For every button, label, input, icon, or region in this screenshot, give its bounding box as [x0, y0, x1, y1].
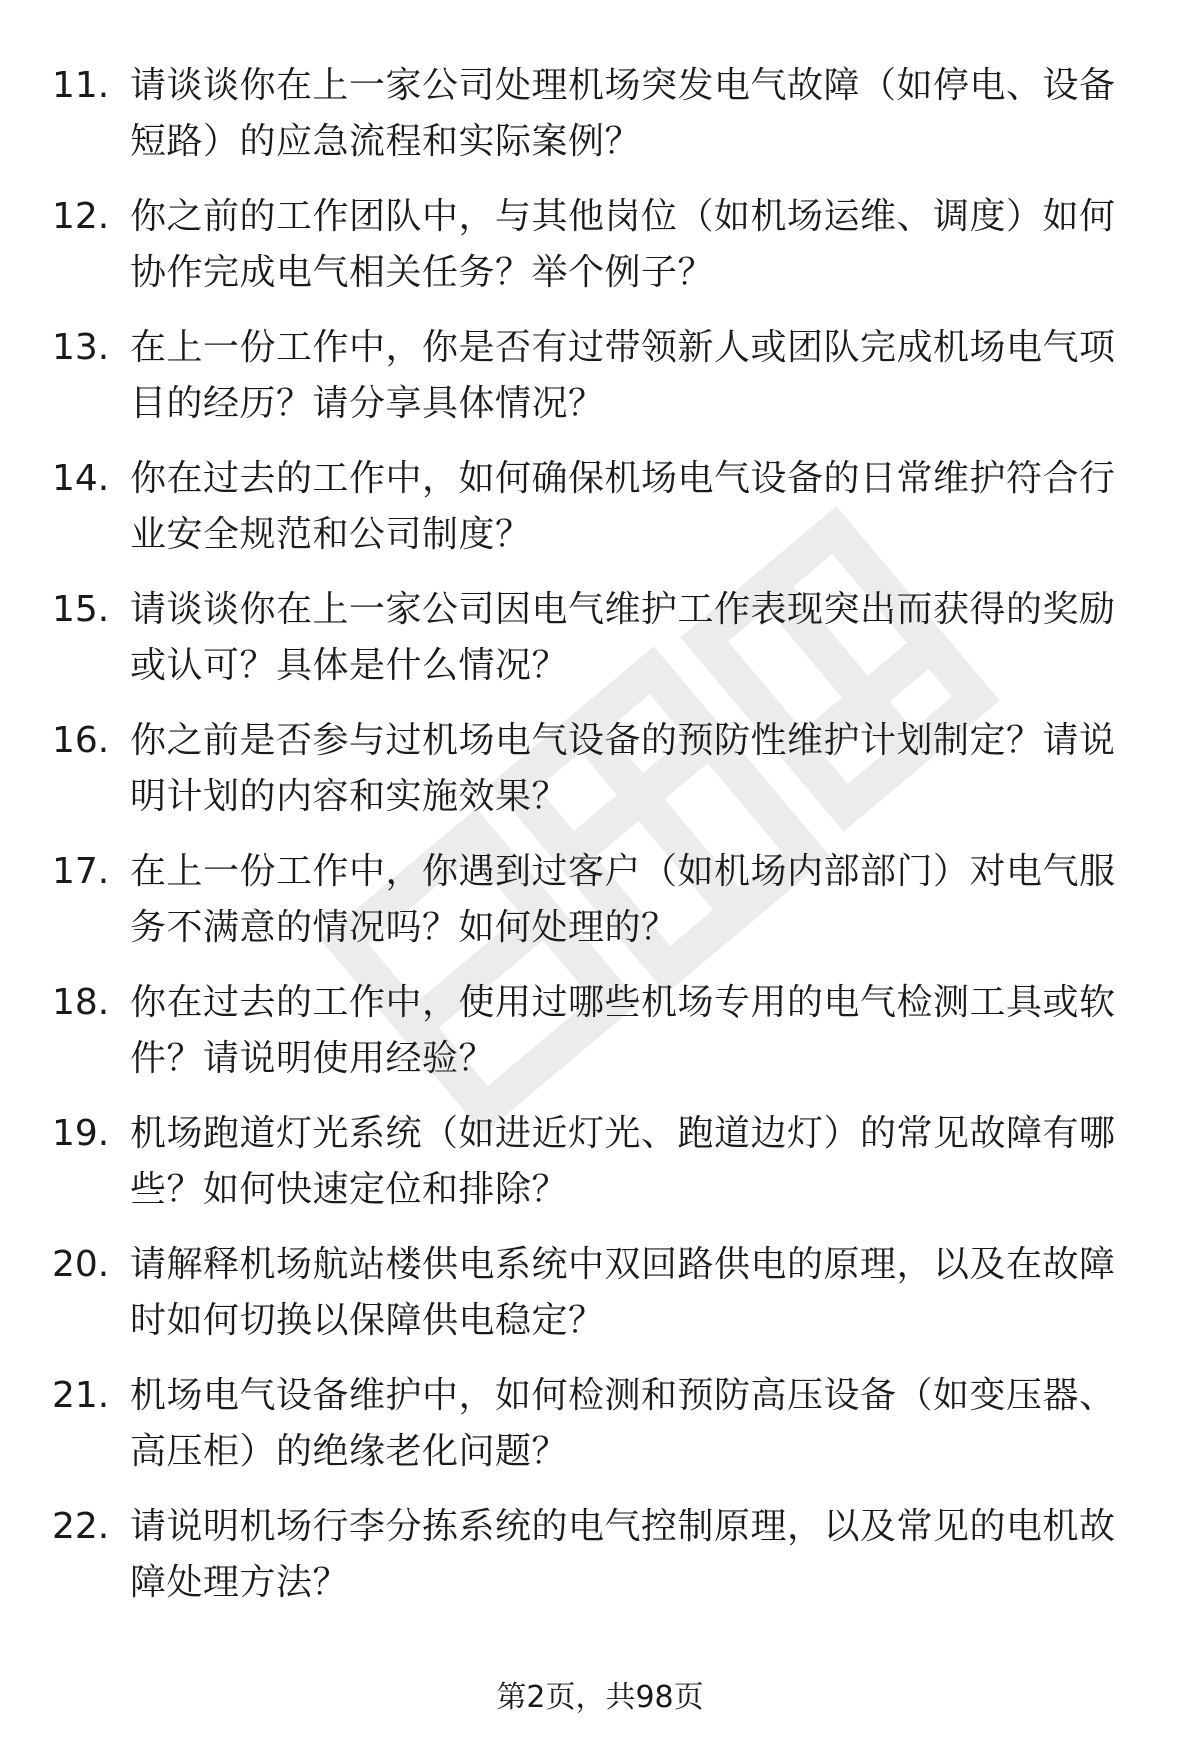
- question-number: 12.: [52, 196, 110, 237]
- list-item: [52, 1499, 1152, 1630]
- question-number: 20.: [52, 1244, 110, 1285]
- question-text: 机场电气设备维护中，如何检测和预防高压设备（如变压器、高压柜）的绝缘老化问题？: [130, 1375, 1116, 1472]
- list-item: [52, 582, 1152, 713]
- question-number: 11.: [52, 65, 110, 106]
- question-number: 19.: [52, 1113, 110, 1154]
- list-item: [52, 58, 1152, 189]
- question-number: 16.: [52, 720, 110, 761]
- list-item: [52, 1106, 1152, 1237]
- question-text: 你之前是否参与过机场电气设备的预防性维护计划制定？请说明计划的内容和实施效果？: [130, 720, 1116, 817]
- question-text: 机场跑道灯光系统（如进近灯光、跑道边灯）的常见故障有哪些？如何快速定位和排除？: [130, 1113, 1116, 1210]
- list-item: [52, 1368, 1152, 1499]
- question-number: 22.: [52, 1506, 110, 1547]
- question-list: [52, 58, 1152, 1630]
- question-text: 你在过去的工作中，如何确保机场电气设备的日常维护符合行业安全规范和公司制度？: [130, 458, 1116, 555]
- question-number: 15.: [52, 589, 110, 630]
- question-number: 14.: [52, 458, 110, 499]
- question-text: 请解释机场航站楼供电系统中双回路供电的原理，以及在故障时如何切换以保障供电稳定？: [130, 1244, 1116, 1341]
- list-item: [52, 451, 1152, 582]
- question-text: 在上一份工作中，你是否有过带领新人或团队完成机场电气项目的经历？请分享具体情况？: [130, 327, 1116, 424]
- question-text: 在上一份工作中，你遇到过客户（如机场内部部门）对电气服务不满意的情况吗？如何处理的？: [130, 851, 1116, 948]
- list-item: [52, 1237, 1152, 1368]
- question-number: 21.: [52, 1375, 110, 1416]
- question-text: 请说明机场行李分拣系统的电气控制原理，以及常见的电机故障处理方法？: [130, 1506, 1116, 1603]
- question-number: 18.: [52, 982, 110, 1023]
- list-item: [52, 189, 1152, 320]
- question-text: 你在过去的工作中，使用过哪些机场专用的电气检测工具或软件？请说明使用经验？: [130, 982, 1116, 1079]
- list-item: [52, 713, 1152, 844]
- page-number-footer: 第2页，共98页: [496, 1680, 704, 1715]
- question-number: 13.: [52, 327, 110, 368]
- question-text: 请谈谈你在上一家公司处理机场突发电气故障（如停电、设备短路）的应急流程和实际案例？: [130, 65, 1116, 162]
- list-item: [52, 844, 1152, 975]
- question-text: 请谈谈你在上一家公司因电气维护工作表现突出而获得的奖励或认可？具体是什么情况？: [130, 589, 1116, 686]
- list-item: [52, 975, 1152, 1106]
- question-text: 你之前的工作团队中，与其他岗位（如机场运维、调度）如何协作完成电气相关任务？举个例子？: [130, 196, 1116, 293]
- question-number: 17.: [52, 851, 110, 892]
- list-item: [52, 320, 1152, 451]
